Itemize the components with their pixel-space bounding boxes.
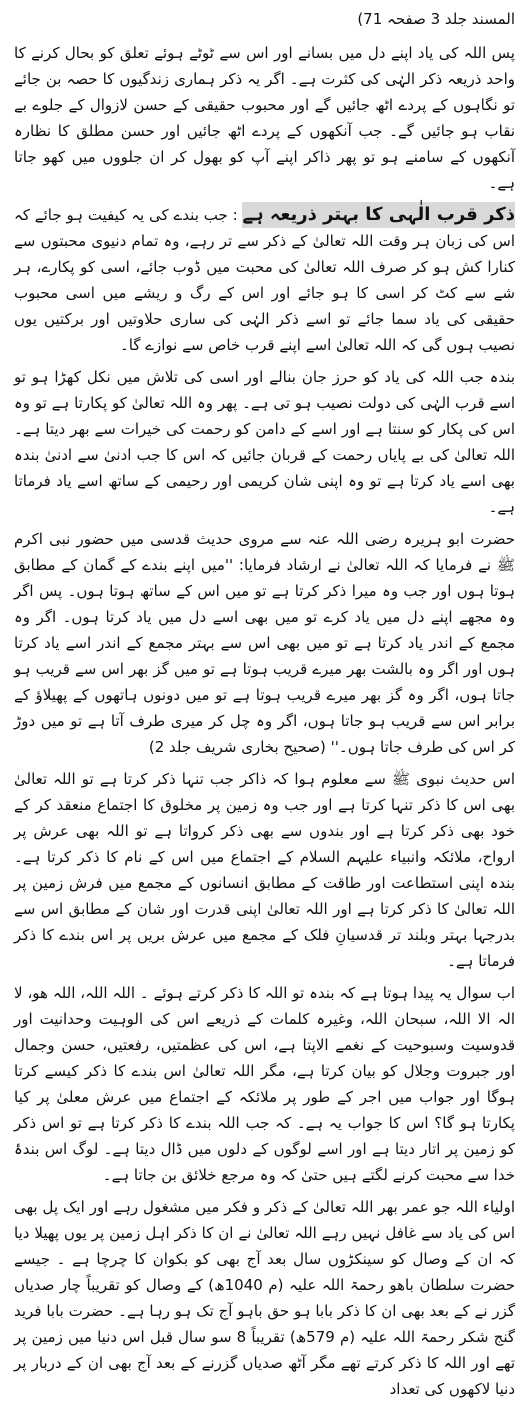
- paragraph: اس حدیث نبوی ﷺ سے معلوم ہوا کہ ذاکر جب تنہا ذکر کرتا ہے تو اللہ تعالیٰ بھی اس کا ذکر تنہا کرتا ہے اور جب وہ زمین پر مخلوق کا اجتماع منعقد کر کے خود بھی ذکر کرتا ہے اور بندوں سے بھی ذکر کرواتا ہے تو اللہ بھی عرش پر ارواح، ملائکہ وانبیاء علیہم السلام کے اجتماع میں اس کے نام کا ذکر کرتا ہے۔ بندہ اپنی استطاعت اور طاقت کے مطابق انسانوں کے مجمع میں فرش زمین پر اللہ تعالیٰ کا ذکر کرتا ہے اور اللہ تعالیٰ اپنی قدرت اور شان کے مطابق اس سے بدرجہا بہتر وبلند تر قدسیانِ فلک کے مجمع میں عرش بریں پر اس بندے کا ذکر فرماتا ہے۔: [14, 770, 515, 970]
- paragraph-text: : جب بندے کی یہ کیفیت ہو جائے کہ اس کی زبان ہر وقت اللہ تعالیٰ کے ذکر سے تر رہے، وہ تمام دنیوی محبتوں سے کنارا کش ہو کر صرف اللہ تعالیٰ کی محبت میں ڈوب جائے، اسی کو پکارے، ہر شے سے کٹ کر اسی کا ہو جائے اور اس کے رگ و ریشے میں اسی محبوب حقیقی کی یاد سما جائے تو اسے ذکر الہٰی کی ساری حلاوتیں اور برکتیں یوں نصیب ہوں گی کہ اللہ تعالیٰ اسے اپنے قرب خاص سے نوازے گا۔: [14, 206, 515, 354]
- paragraph: بندہ جب اللہ کی یاد کو حرز جان بنالے اور اسی کی تلاش میں نکل کھڑا ہو تو اسے قرب الہٰی کی دولت نصیب ہو تی ہے۔ پھر وہ اللہ تعالیٰ کو پکارتا ہے تو وہ اس کی پکار کو سنتا ہے اور اسے کے دامن کو رحمت کی خیرات سے بھر دیتا ہے۔ اللہ تعالیٰ کی بے پایاں رحمت کے قربان جائیں کہ اس کا جب ادنیٰ سے ادنیٰ بندہ بھی اسے یاد کرتا ہے تو وہ اپنی شان کریمی اور رحیمی کے ساتھ اسے یاد فرماتا ہے۔: [14, 368, 515, 516]
- paragraph: اولیاء اللہ جو عمر بھر اللہ تعالیٰ کے ذکر و فکر میں مشغول رہے اور ایک پل بھی اس کی یاد سے غافل نہیں رہے اللہ تعالیٰ نے ان کا ذکر اہل زمین پر یوں پھیلا دیا کہ ان کے وصال کو سینکڑوں سال بعد آج بھی کو بکوان کا چرچا ہے ۔ جیسے حضرت سلطان باھو رحمۃ اللہ علیہ (م 1040ھ) کے وصال کو تقریباً چار صدیاں گزر نے کے بعد بھی ان کا ذکر بابا ہو حق باہو آج تک ہو رہا ہے۔ حضرت بابا فرید گنج شکر رحمۃ اللہ علیہ (م 579ھ) تقریباً 8 سو سال قبل اس دنیا میں زمین پر تھے اور اللہ کا ذکر کرتے تھے مگر آٹھ صدیاں گزرنے کے بعد آج بھی ان کے دربار پر دنیا لاکھوں کی تعداد: [14, 1198, 515, 1398]
- paragraph-with-heading: [14, 202, 515, 358]
- paragraph: اب سوال یہ پیدا ہوتا ہے کہ بندہ تو اللہ کا ذکر کرتے ہوئے ۔ اللہ اللہ، اللہ ھو، لا الہ الا اللہ، سبحان اللہ، وغیرہ کلمات کے ذریعے اس کی الوہیت وحدانیت اور قدوسیت وسبوحیت کے نغمے الاپتا ہے، اس کی عظمتیں، رفعتیں، حسن وجمال اور جبروت وجلال کو بیان کرتا ہے، مگر اللہ تعالیٰ اس بندے کا ذکر کیسے کرتا ہوگا اور جواب میں اجر کے طور پر ملائکہ کے اجتماع میں عرش معلیٰ پر کیا پکارتا ہو گا؟ اس کا جواب یہ ہے۔ کہ جب اللہ بندے کا ذکر کرتا ہے تو اس ذکر کو زمین پر اتار دیتا ہے اور اسے لوگوں کے دلوں میں ڈال دیتا ہے۔ لوگ اس بندۂ خدا سے محبت کرنے لگتے ہیں حتیٰ کہ وہ مرجع خلائق بن جاتا ہے۔: [14, 984, 515, 1184]
- page-reference: المسند جلد 3 صفحہ 71): [357, 10, 515, 28]
- paragraph: پس اللہ کی یاد اپنے دل میں بسانے اور اس سے ٹوٹے ہوئے تعلق کو بحال کرنے کا واحد ذریعہ ذکر الہٰی کی کثرت ہے۔ اگر یہ ذکر ہماری زندگیوں کا حصہ بن جائے تو نگاہوں کے پردے اٹھ جائیں گے اور محبوب حقیقی کے حسن لازوال کے جلوے بے نقاب ہو جائیں گے۔ جب آنکھوں کے پردے اٹھ جائیں اور حسن مطلق کا نظارہ آنکھوں کے سامنے ہو تو پھر ذاکر اپنے آپ کو بھول کر ان جلووں میں کھو جاتا ہے۔: [14, 44, 515, 192]
- paragraph: حضرت ابو ہریرہ رضی اللہ عنہ سے مروی حدیث قدسی میں حضور نبی اکرم ﷺ نے فرمایا کہ اللہ تعالیٰ نے ارشاد فرمایا: ''میں اپنے بندے کے گمان کے مطابق ہوتا ہوں اور جب وہ میرا ذکر کرتا ہے تو میں اس کے ساتھ ہوتا ہوں۔ پس اگر وہ مجھے اپنے دل میں یاد کرے تو میں بھی اسے دل میں یاد کرتا ہوں۔ اگر وہ مجمع کے اندر یاد کرتا ہے تو میں بھی اس سے بہتر مجمع کے اندر اسے یاد کرتا ہوں اور اگر وہ بالشت بھر میرے قریب ہوتا ہے تو میں گز بھر اس سے قریب ہو جاتا ہوں، اگر وہ گز بھر میرے قریب ہوتا ہے تو میں دونوں ہاتھوں کے پھیلاؤ کے برابر اس سے قریب ہو جاتا ہوں، اگر وہ چل کر میری طرف آتا ہے تو میں دوڑ کر اس کی طرف جاتا ہوں۔'' (صحیح بخاری شریف جلد 2): [14, 530, 515, 756]
- section-heading: ذکر قرب الٰہی کا بہتر ذریعہ ہے: [242, 202, 515, 228]
